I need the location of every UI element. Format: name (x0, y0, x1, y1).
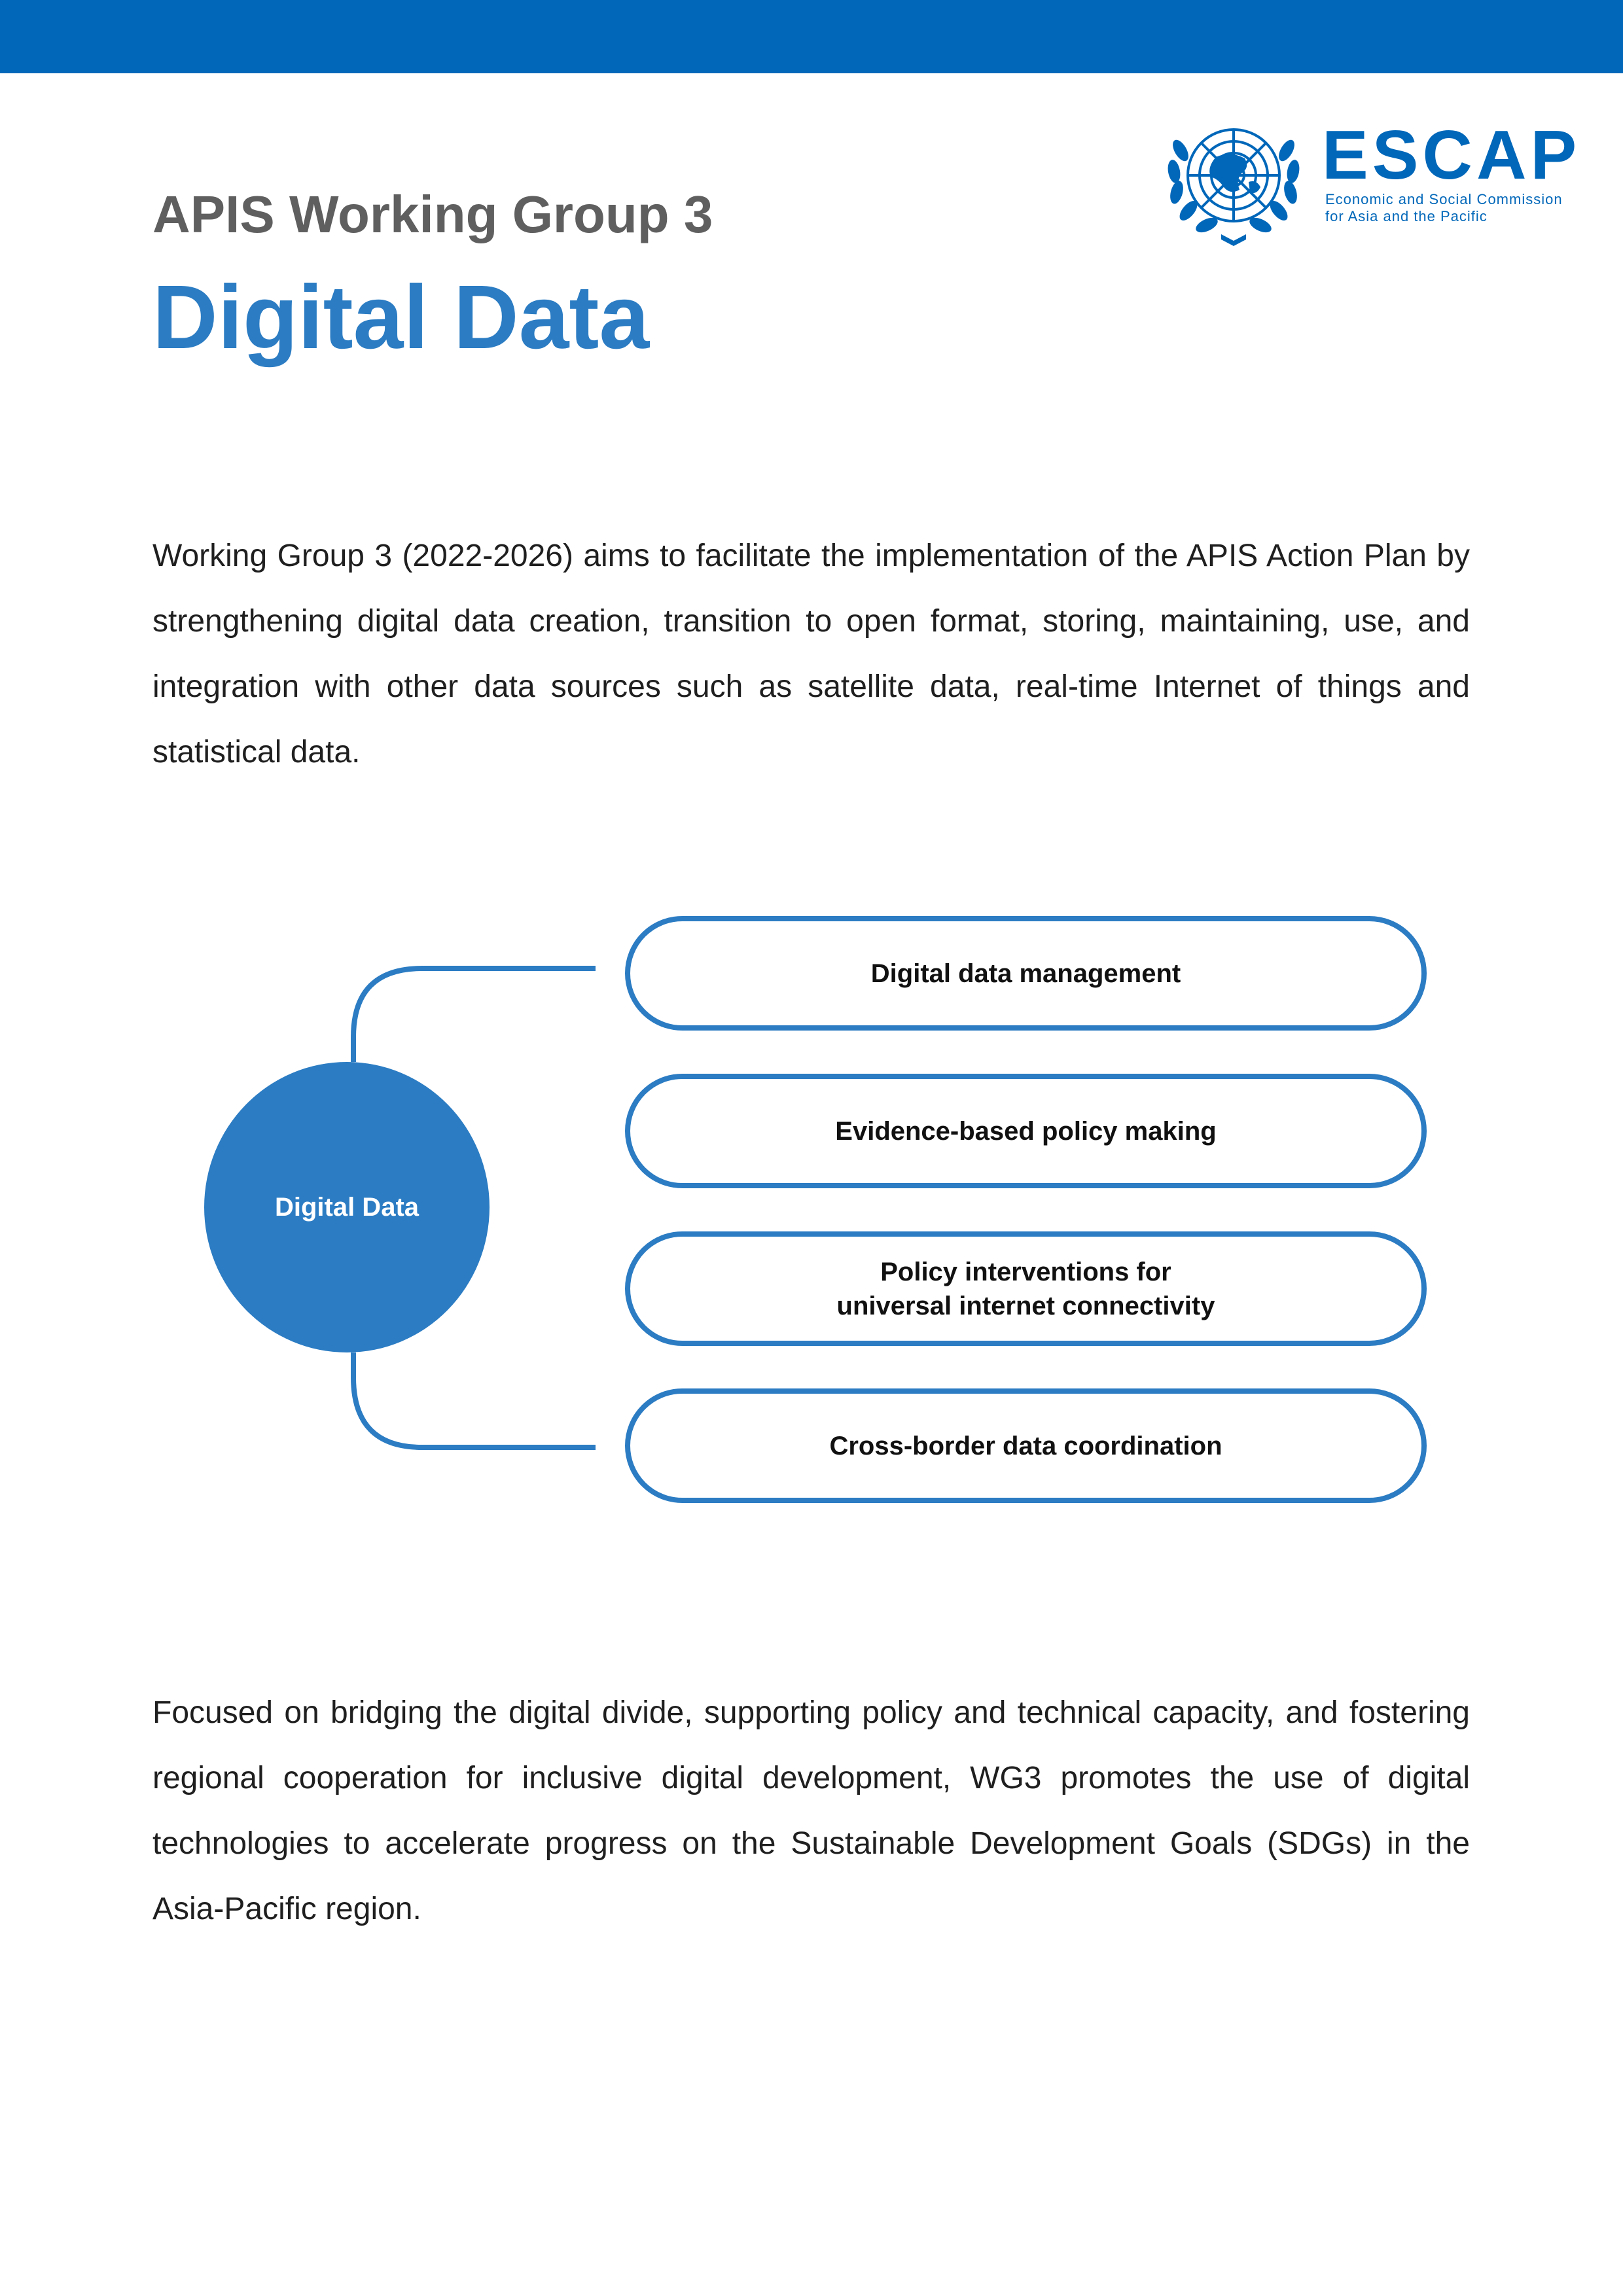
topic-pill-internet-connectivity (625, 1231, 1427, 1346)
topic-label: Cross-border data coordination (829, 1431, 1222, 1460)
page-subtitle: APIS Working Group 3 (152, 185, 713, 243)
escap-subtitle-line-2: for Asia and the Pacific (1325, 208, 1488, 224)
escap-subtitle-line-1: Economic and Social Commission (1325, 191, 1563, 207)
page-title: Digital Data (152, 267, 650, 368)
connector-top (353, 968, 596, 1062)
intro-paragraph: Working Group 3 (2022-2026) aims to facilitate the implementation of the APIS Action Plan by strengthening digital data creation, transition to open format, storing, maintaining, use, and integration with other data sources such as satellite data, real-time Internet of things and statistical data. (152, 539, 1470, 769)
escap-wordmark: ESCAP (1322, 116, 1581, 194)
outro-paragraph: Focused on bridging the digital divide, supporting policy and technical capacity, and fostering regional cooperation for inclusive digital development, WG3 promotes the use of digital technologies to accelerate progress on the Sustainable Development Goals (SDGs) in the Asia-Pacific region. (152, 1695, 1470, 1926)
topic-pill-policy-making (625, 1074, 1427, 1188)
topic-pill-data-management (625, 916, 1427, 1031)
topic-label: Digital data management (870, 959, 1181, 988)
hub-circle (204, 1062, 490, 1352)
topic-pill-cross-border (625, 1388, 1427, 1503)
hub-label: Digital Data (274, 1192, 419, 1222)
topic-label: Evidence-based policy making (835, 1116, 1217, 1146)
topic-label: Policy interventions for universal internet connectivity (836, 1257, 1215, 1320)
connector-bottom (353, 1352, 596, 1447)
